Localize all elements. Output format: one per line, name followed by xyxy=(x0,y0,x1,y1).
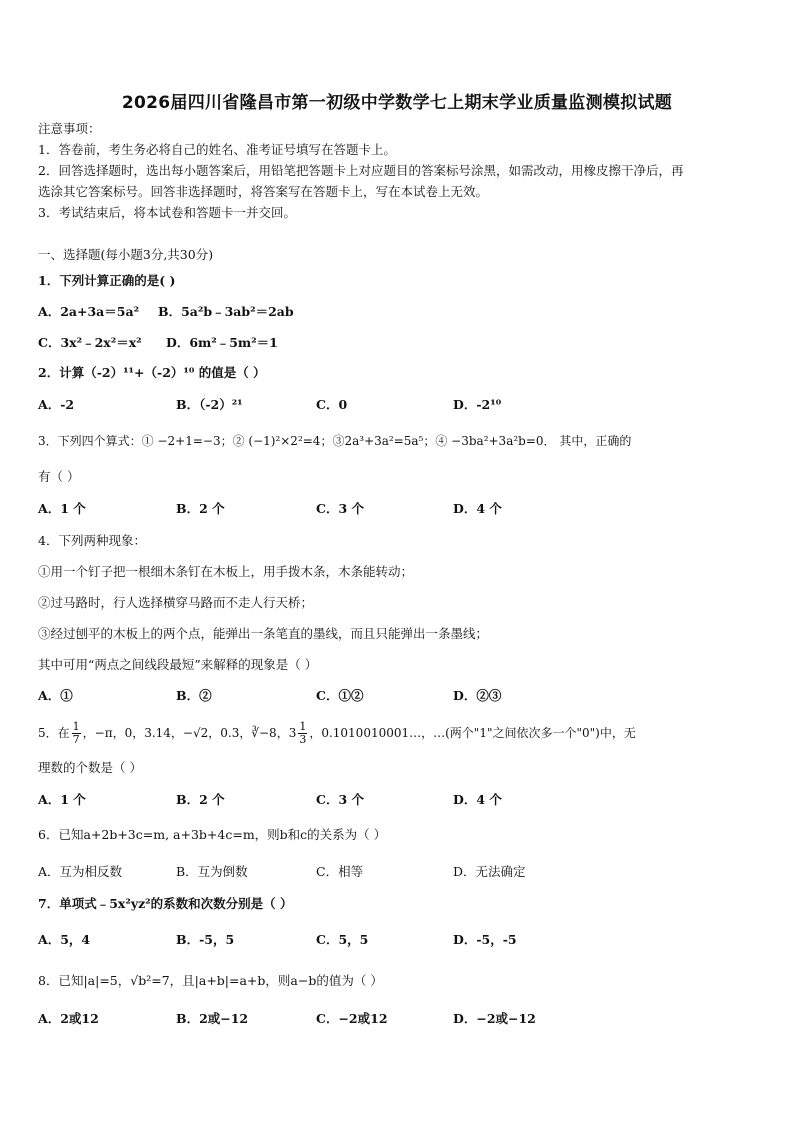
question-3-stem-cont: 有（ ） xyxy=(38,469,80,484)
question-4-prompt: 其中可用“两点之间线段最短”来解释的现象是（ ） xyxy=(38,657,318,672)
q5-option-c: C．3 个 xyxy=(316,792,364,807)
question-2-stem: 2．计算（-2）¹¹+（-2）¹⁰ 的值是（ ） xyxy=(38,365,266,380)
q3-option-d: D．4 个 xyxy=(453,501,502,516)
q6-option-a: A．互为相反数 xyxy=(38,864,123,879)
question-5-stem xyxy=(38,720,636,746)
q7-option-b: B．-5，5 xyxy=(176,932,235,947)
q4-option-a: A．① xyxy=(38,688,73,703)
q5-option-b: B．2 个 xyxy=(176,792,225,807)
question-5-stem-cont: 理数的个数是（ ） xyxy=(38,760,142,775)
q5-fraction-2-numerator: 1 xyxy=(299,720,307,733)
q5-fraction-1-denominator: 7 xyxy=(72,733,80,746)
notice-item-2: 2．回答选择题时，选出每小题答案后，用铅笔把答题卡上对应题目的答案标号涂黑，如需改动，用橡皮擦干净后，再 xyxy=(38,163,684,178)
q5-middle: ，−π，0，3.14，−√2，0.3，∛−8，3 xyxy=(82,726,297,740)
notice-item-1: 1．答卷前，考生务必将自己的姓名、准考证号填写在答题卡上。 xyxy=(38,142,396,157)
q5-prefix: 5．在 xyxy=(38,726,70,740)
question-8-stem: 8．已知|a|=5，√b²=7，且|a+b|=a+b，则a−b的值为（ ） xyxy=(38,973,383,988)
q8-option-d: D．−2或−12 xyxy=(453,1011,536,1026)
question-1-options xyxy=(38,303,758,321)
question-2-options xyxy=(38,396,758,414)
notice-item-3: 3．考试结束后，将本试卷和答题卡一并交回。 xyxy=(38,205,296,220)
q7-option-a: A．5，4 xyxy=(38,932,91,947)
q2-option-b: B．（-2）²¹ xyxy=(176,397,243,412)
question-4-phenomenon-2: ②过马路时，行人选择横穿马路而不走人行天桥； xyxy=(38,595,314,610)
question-4-stem: 4．下列两种现象： xyxy=(38,533,146,548)
question-4-options xyxy=(38,687,758,705)
question-6-stem: 6．已知a+2b+3c=m, a+3b+4c=m，则b和c的关系为（ ） xyxy=(38,827,387,842)
q5-fraction-2-denominator: 3 xyxy=(299,733,307,746)
q7-option-d: D．-5，-5 xyxy=(453,932,517,947)
q1-option-b: B．5a²b﹣3ab²＝2ab xyxy=(158,304,294,319)
q5-option-d: D．4 个 xyxy=(453,792,502,807)
q4-option-d: D．②③ xyxy=(453,688,502,703)
q5-fraction-1 xyxy=(72,721,81,746)
q8-option-b: B．2或−12 xyxy=(176,1011,249,1026)
question-6-options xyxy=(38,863,758,881)
question-4-phenomenon-1: ①用一个钉子把一根细木条钉在木板上，用手拨木条，木条能转动； xyxy=(38,564,414,579)
question-1-stem: 1．下列计算正确的是( ) xyxy=(38,273,176,288)
q8-option-c: C．−2或12 xyxy=(316,1011,388,1026)
q5-suffix: ，0.1010010001…，…(两个"1"之间依次多一个"0")中，无 xyxy=(309,726,636,740)
q3-option-c: C．3 个 xyxy=(316,501,364,516)
q5-option-a: A．1 个 xyxy=(38,792,86,807)
question-7-stem: 7．单项式﹣5x²yz²的系数和次数分别是（ ） xyxy=(38,896,293,911)
q6-option-b: B．互为倒数 xyxy=(176,864,248,879)
question-8-options xyxy=(38,1010,758,1028)
q5-fraction-2 xyxy=(298,721,307,746)
q7-option-c: C．5，5 xyxy=(316,932,369,947)
question-5-options xyxy=(38,791,758,809)
q6-option-c: C．相等 xyxy=(316,864,364,879)
q1-option-a: A．2a+3a＝5a² xyxy=(38,304,140,319)
question-3-options xyxy=(38,500,758,518)
question-1-options-2 xyxy=(38,334,758,352)
section-heading: 一、选择题(每小题3分,共30分) xyxy=(38,247,214,262)
q3-option-b: B．2 个 xyxy=(176,501,225,516)
notice-item-2-cont: 选涂其它答案标号。回答非选择题时，将答案写在答题卡上，写在本试卷上无效。 xyxy=(38,184,489,199)
q1-option-c: C．3x²﹣2x²＝x² xyxy=(38,335,142,350)
q2-option-d: D．-2¹⁰ xyxy=(453,397,502,412)
q4-option-b: B．② xyxy=(176,688,212,703)
question-7-options xyxy=(38,931,758,949)
q2-option-a: A．-2 xyxy=(38,397,75,412)
q5-fraction-1-numerator: 1 xyxy=(72,720,80,733)
page-title: 2026届四川省隆昌市第一初级中学数学七上期末学业质量监测模拟试题 xyxy=(121,93,673,113)
question-3-stem: 3．下列四个算式：① −2+1=−3；② (−1)²×2²=4；③2a³+3a²=5a⁵；④ −3ba²+3a²b=0． 其中，正确的 xyxy=(38,434,632,448)
q6-option-d: D．无法确定 xyxy=(453,864,526,879)
q4-option-c: C．①② xyxy=(316,688,364,703)
question-4-phenomenon-3: ③经过刨平的木板上的两个点，能弹出一条笔直的墨线，而且只能弹出一条墨线； xyxy=(38,626,489,641)
q2-option-c: C．0 xyxy=(316,397,348,412)
notice-heading: 注意事项： xyxy=(38,121,101,136)
q1-option-d: D．6m²﹣5m²＝1 xyxy=(166,335,278,350)
q3-option-a: A．1 个 xyxy=(38,501,86,516)
q8-option-a: A．2或12 xyxy=(38,1011,99,1026)
